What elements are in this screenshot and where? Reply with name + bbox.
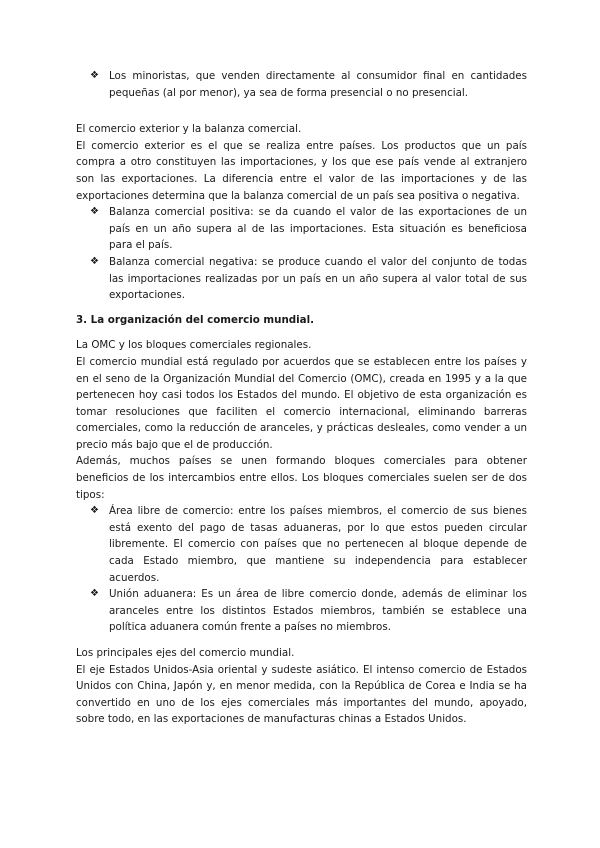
paragraph-omc: El comercio mundial está regulado por acuerdos que se establecen entre los países y en el seno de la Organización Mundial del Comercio (OMC), creada en 1995 y a la que pertenecen hoy casi todos los Estados del mundo. El objetivo de esta organización es tomar resoluciones que faciliten el comercio internacional, eliminando barreras comerciales, como la reducción de aranceles, y prácticas desleales, como vender a un precio más bajo que el de producción. [76, 355, 527, 451]
bullet-text: Unión aduanera: Es un área de libre comercio donde, además de eliminar los aranceles entre los distintos Estados miembros, también se establece una política aduanera común frente a países no miembros. [109, 588, 527, 634]
subtitle-comercio-exterior: El comercio exterior y la balanza comercial. [76, 123, 302, 136]
bullet-diamond-icon: ❖ [90, 255, 99, 267]
document-page [76, 68, 527, 728]
bullet-diamond-icon: ❖ [90, 505, 99, 517]
bullet-area-libre [76, 503, 527, 586]
bullet-text: Área libre de comercio: entre los países miembros, el comercio de sus bienes está exento del pago de tasas aduaneras, por lo que estos pueden circular libremente. El comercio con países que no pertenecen al bloque depende de cada Estado miembro, que mantiene su independencia para establecer acuerdos. [109, 505, 527, 584]
bullet-text: Los minoristas, que venden directamente al consumidor final en cantidades pequeñas (al por menor), ya sea de forma presencial o no presencial. [109, 70, 527, 99]
subtitle-ejes: Los principales ejes del comercio mundial. [76, 647, 295, 659]
bullet-diamond-icon: ❖ [90, 206, 99, 218]
paragraph-comercio-exterior: El comercio exterior es el que se realiza entre países. Los productos que un país compra a otro constituyen las importaciones, y los que ese país vende al extranjero son las exportaciones. La diferencia entre el valor de las importaciones y de las exportaciones determina que la balanza comercial de un país sea positiva o negativa. [76, 139, 527, 202]
bullet-union-aduanera [76, 586, 527, 636]
bullet-text: Balanza comercial negativa: se produce cuando el valor del conjunto de todas las importaciones realizadas por un país en un año supera al valor total de sus exportaciones. [109, 255, 527, 302]
bullet-diamond-icon: ❖ [90, 70, 99, 81]
bullet-minoristas [76, 68, 527, 101]
subtitle-omc: La OMC y los bloques comerciales regionales. [76, 339, 312, 352]
paragraph-bloques: Además, muchos países se unen formando bloques comerciales para obtener beneficios de los intercambios entre ellos. Los bloques comerciales suelen ser de dos tipos: [76, 455, 527, 501]
paragraph-ejes: El eje Estados Unidos-Asia oriental y sudeste asiático. El intenso comercio de Estados Unidos con China, Japón y, en menor medida, con la República de Corea e India se ha convertido en uno de los ejes comerciales más importantes del mundo, apoyado, sobre todo, en las exportaciones de manufacturas chinas a Estados Unidos. [76, 663, 527, 726]
bullet-balanza-negativa [76, 254, 527, 304]
section-heading: 3. La organización del comercio mundial. [76, 313, 315, 326]
bullet-text: Balanza comercial positiva: se da cuando el valor de las exportaciones de un país en un año supera al de las importaciones. Esta situación es beneficiosa para el país. [109, 206, 527, 252]
bullet-balanza-positiva [76, 204, 527, 254]
bullet-diamond-icon: ❖ [90, 588, 99, 600]
